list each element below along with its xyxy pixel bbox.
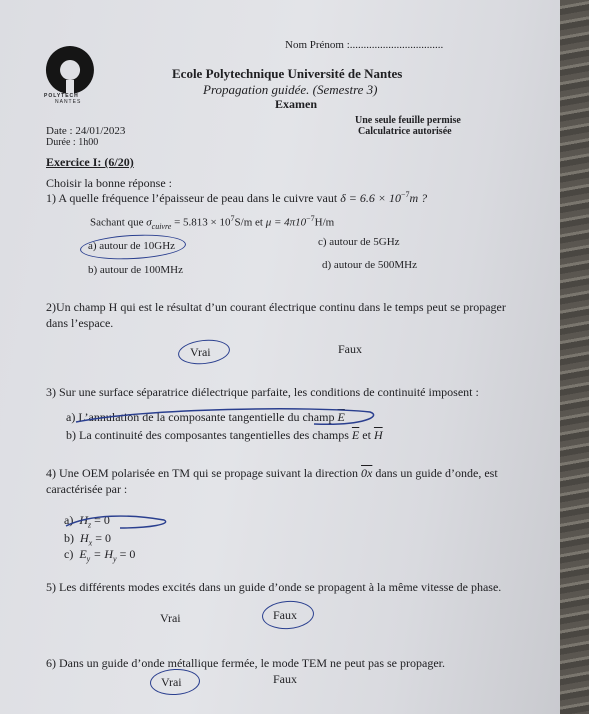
q4-option-b[interactable]: b) $H_x = 0$	[64, 531, 112, 548]
course-title: Propagation guidée. (Semestre 3)	[203, 82, 378, 97]
exam-date: Date : 24/01/2023	[46, 125, 126, 137]
question-2-line1: 2)Un champ H qui est le résultat d’un courant électrique continu dans le temps peut se propager	[46, 300, 506, 314]
school-name: Ecole Polytechnique Université de Nantes	[172, 66, 403, 81]
answer-circle-q1	[79, 232, 186, 262]
exam-title: Examen	[275, 97, 317, 111]
name-label: Nom Prénom :..................................	[285, 39, 444, 51]
q3-option-a[interactable]: a) L’annulation de la composante tangentielle du champ $\overline{E}$	[66, 410, 345, 424]
rule-calculator: Calculatrice autorisée	[358, 126, 452, 137]
q1-option-b[interactable]: b) autour de 100MHz	[88, 264, 184, 276]
answer-circle-q2	[177, 337, 231, 366]
q2-option-faux[interactable]: Faux	[338, 342, 362, 356]
answer-circle-q6	[149, 668, 200, 697]
q4-option-c[interactable]: c) $E_y = H_y = 0$	[64, 547, 136, 564]
answer-circle-q4	[60, 508, 172, 532]
q3-option-b[interactable]: b) La continuité des composantes tangentielles des champs $\overline{E}$ et $\overline{H}$	[66, 428, 383, 442]
q5-option-vrai[interactable]: Vrai	[160, 611, 181, 625]
q1-option-a[interactable]: a) autour de 10GHz	[88, 240, 176, 252]
question-1-given: Sachant que $\sigma_{cuivre} = 5.813 \times 10^7S/m$ et $\mu = 4\pi 10^{-7}H/m$	[90, 214, 335, 231]
question-1: 1) A quelle fréquence l’épaisseur de peau dans le cuivre vaut $\delta = 6.6 \times 10^{-7}m$ ?	[46, 190, 428, 205]
question-6: 6) Dans un guide d’onde métallique fermée, le mode TEM ne peut pas se propager.	[46, 656, 445, 670]
question-2-line2: dans l’espace.	[46, 316, 114, 330]
exercise-title: Exercice I: (6/20)	[46, 155, 134, 169]
q2-option-vrai[interactable]: Vrai	[190, 345, 211, 359]
q1-option-d[interactable]: d) autour de 500MHz	[322, 259, 418, 271]
answer-circle-q3	[64, 404, 380, 428]
question-3: 3) Sur une surface séparatrice diélectrique parfaite, les conditions de continuité imposent :	[46, 385, 479, 399]
exam-duration: Durée : 1h00	[46, 137, 99, 148]
answer-circle-q5	[261, 599, 315, 631]
desk-background	[560, 0, 589, 714]
exercise-instruction: Choisir la bonne réponse :	[46, 176, 172, 190]
q5-option-faux[interactable]: Faux	[273, 608, 297, 622]
q4-option-a[interactable]: a) $H_z = 0$	[64, 513, 110, 530]
question-5: 5) Les différents modes excités dans un guide d’onde se propagent à la même vitesse de phase.	[46, 580, 502, 594]
q1-option-c[interactable]: c) autour de 5GHz	[318, 236, 400, 248]
rule-sheet: Une seule feuille permise	[355, 115, 461, 126]
logo-subtext: NANTES	[55, 99, 82, 105]
question-4-line1: 4) Une OEM polarisée en TM qui se propage suivant la direction 0x dans un guide d’onde, est	[46, 466, 498, 480]
q6-option-vrai[interactable]: Vrai	[161, 675, 182, 689]
logo-text: POLYTECH	[44, 93, 79, 99]
q6-option-faux[interactable]: Faux	[273, 672, 297, 686]
question-4-line2: caractérisée par :	[46, 482, 128, 496]
